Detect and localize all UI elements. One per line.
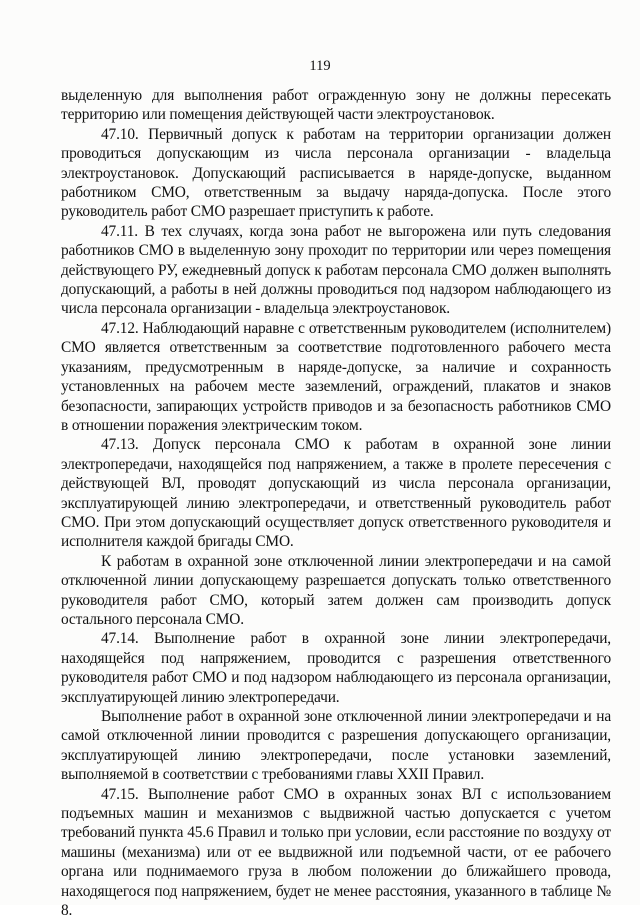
paragraph-47-13: 47.13. Допуск персонала СМО к работам в охранной зоне линии электропередачи, находящейся под напряжением, а также в пролете пересечения с действующей ВЛ, проводят допускающий из числа персонала организации, эксплуатирующей линию электропередачи, и ответственный руководитель работ СМО. При этом допускающий осуществляет допуск ответственного руководителя и исполнителя каждой бригады СМО. (61, 436, 611, 551)
paragraph-47-11: 47.11. В тех случаях, когда зона работ не выгорожена или путь следования работников СМО в выделенную зону проходит по территории или через помещения действующего РУ, ежедневный допуск к работам персонала СМО должен выполнять допускающий, а работы в ней должны проводиться под надзором наблюдающего из числа персонала организации - владельца электроустановок. (61, 222, 611, 318)
page-number: 119 (309, 58, 331, 74)
paragraph-continuation: выделенную для выполнения работ огражденную зону не должны пересекать территорию или помещения действующей части электроустановок. (61, 87, 611, 124)
paragraph-47-14-part-2: Выполнение работ в охранной зоне отключенной линии электропередачи и на самой отключенной линии проводится с разрешения допускающего организации, эксплуатирующей линию электропередачи, после установки заземлений, выполняемой в соответствии с требованиями главы XXII Правил. (61, 708, 611, 784)
paragraph-47-13-part-2: К работам в охранной зоне отключенной линии электропередачи и на самой отключенной линии допускающему разрешается допускать только ответственного руководителя работ СМО, который затем должен сам производить допуск остального персонала СМО. (61, 552, 611, 628)
paragraph-47-10: 47.10. Первичный допуск к работам на территории организации должен проводиться допускающим из числа персонала организации - владельца электроустановок. Допускающий расписывается в наряде-допуске, выданном работником СМО, ответственным за выдачу наряда-допуска. После этого руководитель работ СМО разрешает приступить к работе. (61, 125, 611, 221)
paragraph-47-12: 47.12. Наблюдающий наравне с ответственным руководителем (исполнителем) СМО является ответственным за соответствие подготовленного рабочего места указаниям, предусмотренным в наряде-допуске, за наличие и сохранность установленных на рабочем месте заземлений, ограждений, плакатов и знаков безопасности, запирающих устройств приводов и за безопасность работников СМО в отношении поражения электрическим током. (61, 319, 611, 434)
document-body (61, 86, 611, 920)
paragraph-47-14: 47.14. Выполнение работ в охранной зоне линии электропередачи, находящейся под напряжением, проводится с разрешения ответственного руководителя работ СМО и под надзором наблюдающего из персонала организации, эксплуатирующей линию электропередачи. (61, 630, 611, 706)
paragraph-47-15: 47.15. Выполнение работ СМО в охранных зонах ВЛ с использованием подъемных машин и механизмов с выдвижной частью допускается с учетом требований пункта 45.6 Правил и только при условии, если расстояние по воздуху от машины (механизма) или от ее выдвижной или подъемной части, от ее рабочего органа или поднимаемого груза в любом положении до ближайшего провода, находящегося под напряжением, будет не менее расстояния, указанного в таблице № 8. (61, 785, 611, 920)
